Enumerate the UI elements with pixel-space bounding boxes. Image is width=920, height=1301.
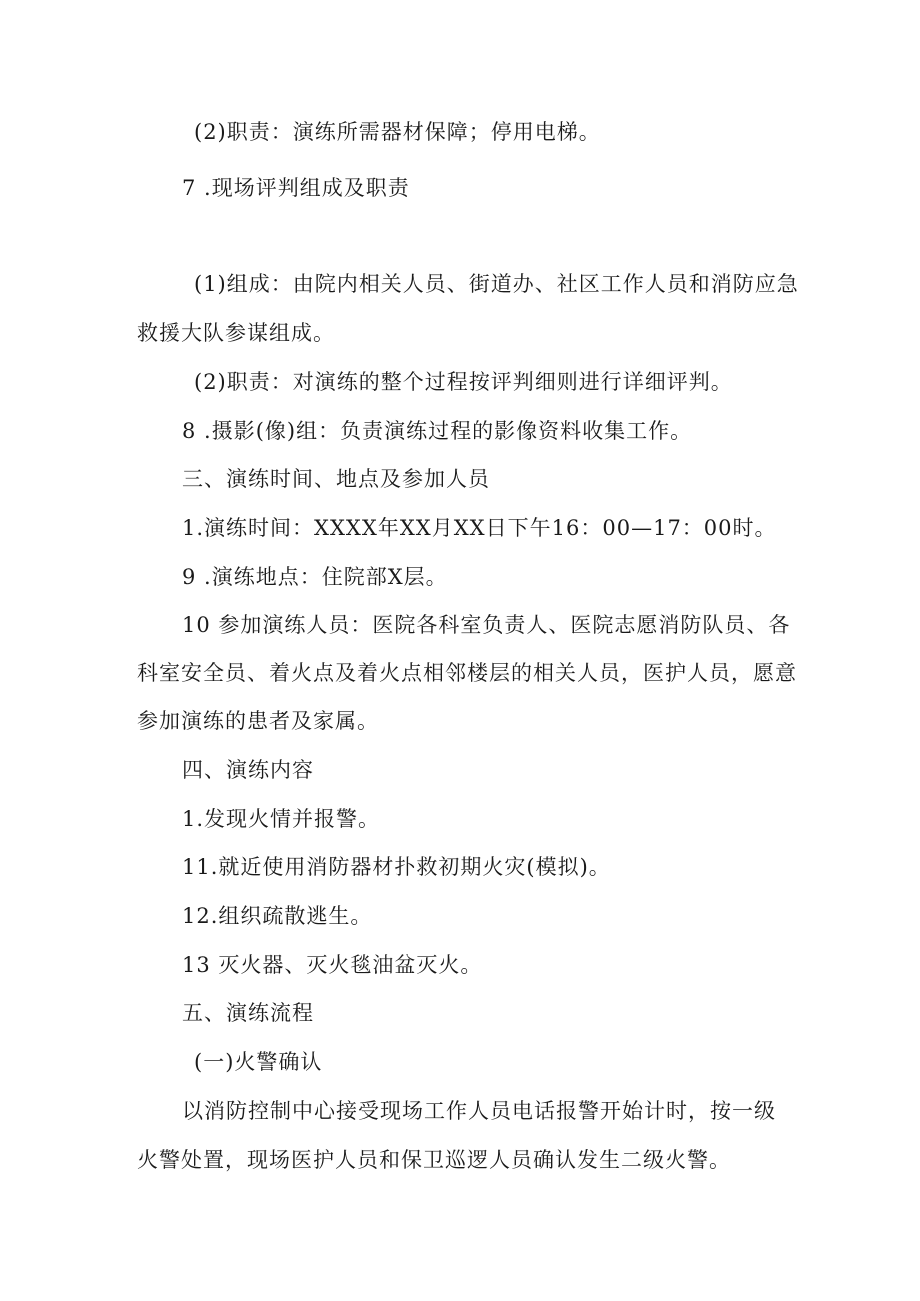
text-line: 以消防控制中心接受现场工作人员电话报警开始计时，按一级: [182, 1099, 776, 1123]
section-heading: 7 .现场评判组成及职责: [182, 176, 410, 200]
text-line: 12.组织疏散逃生。: [182, 904, 373, 928]
text-line: 参加演练的患者及家属。: [137, 709, 379, 733]
text-line: (2)职责：演练所需器材保障；停用电梯。: [194, 120, 601, 144]
sub-heading: (一)火警确认: [194, 1050, 323, 1074]
text-line: 10 参加演练人员：医院各科室负责人、医院志愿消防队员、各: [182, 613, 791, 637]
text-line: 1.发现火情并报警。: [182, 807, 381, 831]
section-heading: 五、演练流程: [182, 1001, 314, 1025]
text-line: 11.就近使用消防器材扑救初期火灾(模拟)。: [182, 855, 611, 879]
section-heading: 四、演练内容: [182, 758, 314, 782]
text-line: 1.演练时间：XXXX年XX月XX日下午16：00—17：00时。: [182, 516, 777, 540]
text-line: (2)职责：对演练的整个过程按评判细则进行详细评判。: [194, 370, 733, 394]
text-line: 9 .演练地点：住院部X层。: [182, 565, 448, 589]
text-line: 8 .摄影(像)组：负责演练过程的影像资料收集工作。: [182, 419, 693, 443]
text-line: 火警处置，现场医护人员和保卫巡逻人员确认发生二级火警。: [137, 1148, 731, 1172]
text-line: (1)组成：由院内相关人员、街道办、社区工作人员和消防应急: [194, 272, 799, 296]
text-line: 13 灭火器、灭火毯油盆灭火。: [182, 953, 483, 977]
section-heading: 三、演练时间、地点及参加人员: [182, 467, 490, 491]
text-line: 救援大队参谋组成。: [137, 321, 335, 345]
text-line: 科室安全员、着火点及着火点相邻楼层的相关人员，医护人员，愿意: [137, 661, 797, 685]
